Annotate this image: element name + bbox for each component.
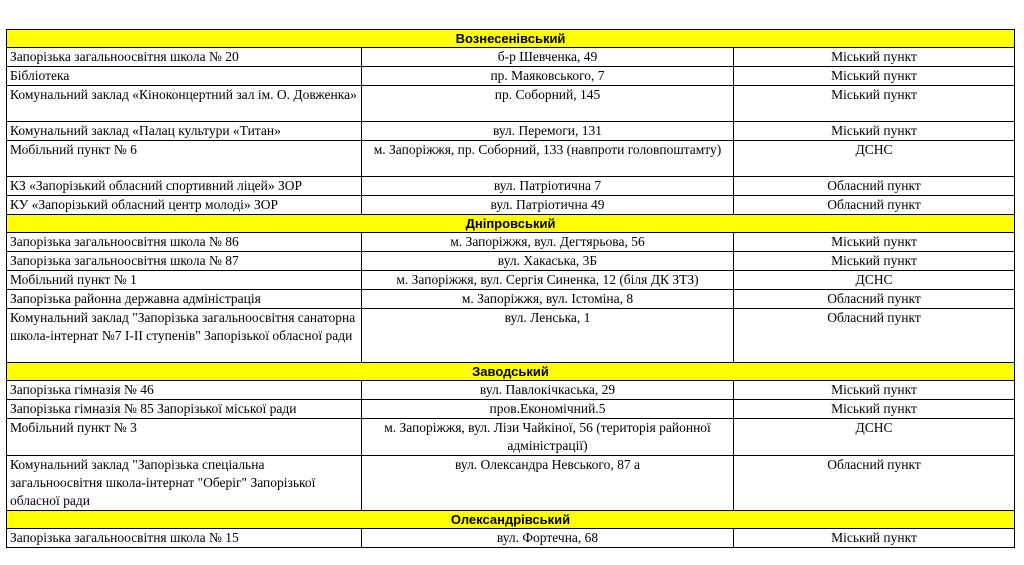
address-cell: вул. Фортечна, 68 (362, 529, 734, 548)
address-cell: вул. Патріотична 49 (362, 196, 734, 215)
table-row (7, 419, 1015, 456)
location-name-cell: КЗ «Запорізький обласний спортивний ліцей» ЗОР (7, 177, 362, 196)
district-title: Олександрівський (7, 511, 1015, 529)
address-cell: вул. Олександра Невського, 87 а (362, 456, 734, 511)
address-cell: пр. Маяковського, 7 (362, 67, 734, 86)
table-row (7, 309, 1015, 363)
table-row (7, 233, 1015, 252)
point-type-cell: Міський пункт (734, 381, 1015, 400)
address-cell: вул. Ленська, 1 (362, 309, 734, 363)
address-cell: вул. Перемоги, 131 (362, 122, 734, 141)
location-name-cell: Мобільний пункт № 6 (7, 141, 362, 177)
district-title: Заводський (7, 363, 1015, 381)
point-type-cell: ДСНС (734, 271, 1015, 290)
location-name-cell: Комунальний заклад «Палац культури «Титан» (7, 122, 362, 141)
point-type-cell: Міський пункт (734, 233, 1015, 252)
district-header-row (7, 511, 1015, 529)
table-row (7, 67, 1015, 86)
district-title: Вознесенівський (7, 30, 1015, 48)
location-name-cell: Мобільний пункт № 3 (7, 419, 362, 456)
locations-table-body (7, 30, 1015, 548)
point-type-cell: ДСНС (734, 141, 1015, 177)
district-title: Дніпровський (7, 215, 1015, 233)
location-name-cell: Запорізька районна державна адміністрація (7, 290, 362, 309)
table-row (7, 271, 1015, 290)
address-cell: вул. Павлокічкаська, 29 (362, 381, 734, 400)
table-row (7, 381, 1015, 400)
table-row (7, 252, 1015, 271)
table-row (7, 290, 1015, 309)
point-type-cell: Міський пункт (734, 252, 1015, 271)
address-cell: м. Запоріжжя, вул. Істоміна, 8 (362, 290, 734, 309)
table-row (7, 196, 1015, 215)
location-name-cell: Запорізька загальноосвітня школа № 86 (7, 233, 362, 252)
point-type-cell: Міський пункт (734, 400, 1015, 419)
location-name-cell: Запорізька загальноосвітня школа № 87 (7, 252, 362, 271)
location-name-cell: Комунальний заклад "Запорізька спеціальна загальноосвітня школа-інтернат "Оберіг" Запорізької обласної ради (7, 456, 362, 511)
location-name-cell: Запорізька загальноосвітня школа № 20 (7, 48, 362, 67)
table-row (7, 86, 1015, 122)
point-type-cell: Обласний пункт (734, 456, 1015, 511)
address-cell: вул. Хакаська, 3Б (362, 252, 734, 271)
table-row (7, 122, 1015, 141)
point-type-cell: Міський пункт (734, 529, 1015, 548)
address-cell: вул. Патріотична 7 (362, 177, 734, 196)
address-cell: м. Запоріжжя, вул. Лізи Чайкіної, 56 (територія районної адміністрації) (362, 419, 734, 456)
point-type-cell: Міський пункт (734, 67, 1015, 86)
location-name-cell: Запорізька загальноосвітня школа № 15 (7, 529, 362, 548)
table-row (7, 456, 1015, 511)
point-type-cell: Обласний пункт (734, 290, 1015, 309)
location-name-cell: Мобільний пункт № 1 (7, 271, 362, 290)
point-type-cell: Міський пункт (734, 86, 1015, 122)
locations-table (6, 29, 1015, 548)
point-type-cell: Обласний пункт (734, 309, 1015, 363)
address-cell: м. Запоріжжя, вул. Сергія Синенка, 12 (біля ДК ЗТЗ) (362, 271, 734, 290)
table-row (7, 48, 1015, 67)
district-header-row (7, 363, 1015, 381)
table-row (7, 529, 1015, 548)
point-type-cell: Міський пункт (734, 48, 1015, 67)
district-header-row (7, 215, 1015, 233)
table-row (7, 177, 1015, 196)
district-header-row (7, 30, 1015, 48)
table-row (7, 141, 1015, 177)
location-name-cell: Запорізька гімназія № 85 Запорізької міської ради (7, 400, 362, 419)
address-cell: б-р Шевченка, 49 (362, 48, 734, 67)
point-type-cell: Міський пункт (734, 122, 1015, 141)
location-name-cell: КУ «Запорізький обласний центр молоді» ЗОР (7, 196, 362, 215)
address-cell: м. Запоріжжя, вул. Дегтярьова, 56 (362, 233, 734, 252)
address-cell: м. Запоріжжя, пр. Соборний, 133 (навпроти головпоштамту) (362, 141, 734, 177)
location-name-cell: Бібліотека (7, 67, 362, 86)
location-name-cell: Комунальний заклад "Запорізька загальноосвітня санаторна школа-інтернат №7 I-II ступенів" Запорізької обласної ради (7, 309, 362, 363)
location-name-cell: Запорізька гімназія № 46 (7, 381, 362, 400)
location-name-cell: Комунальний заклад «Кіноконцертний зал ім. О. Довженка» (7, 86, 362, 122)
point-type-cell: Обласний пункт (734, 196, 1015, 215)
address-cell: пр. Соборний, 145 (362, 86, 734, 122)
point-type-cell: ДСНС (734, 419, 1015, 456)
point-type-cell: Обласний пункт (734, 177, 1015, 196)
table-row (7, 400, 1015, 419)
address-cell: пров.Економічний.5 (362, 400, 734, 419)
